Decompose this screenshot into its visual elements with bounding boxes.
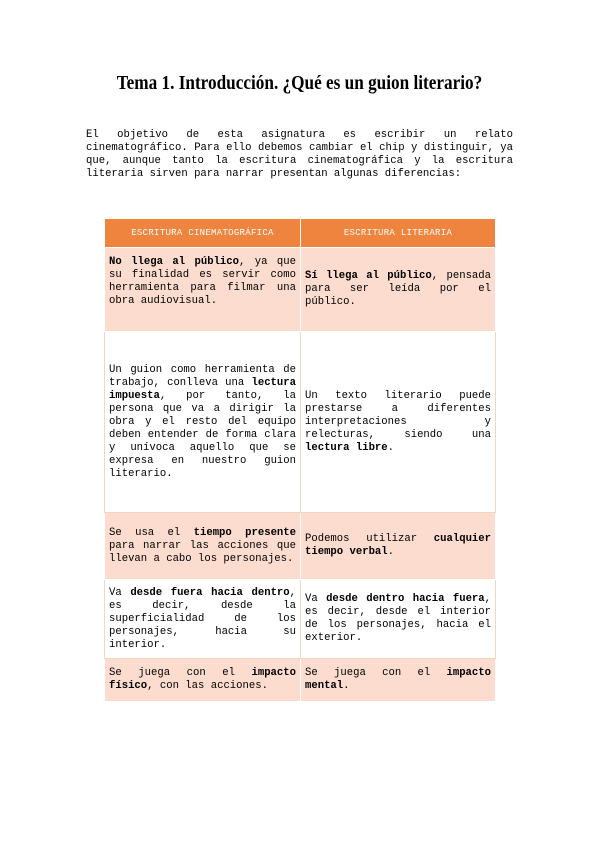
cell-text: . [343, 680, 350, 692]
intro-paragraph: El objetivo de esta asignatura es escribir un relato cinematográfico. Para ello debemos cambiar el chip y distinguir, ya que, aunque tanto la escritura cinematográfica y la escritura literaria sirven para narrar presentan algunas diferencias: [86, 129, 513, 180]
table-row [105, 659, 496, 702]
header-cinematografica: ESCRITURA CINEMATOGRÁFICA [105, 219, 301, 248]
cell-text: Podemos utilizar [305, 533, 434, 545]
cell-text: , ya que su finalidad es servir como herramienta para filmar una obra audiovisual. [109, 256, 296, 307]
table-row [105, 513, 496, 580]
page-title: Tema 1. Introducción. ¿Qué es un guion literario? [116, 72, 483, 94]
cell-text: , es decir, desde el interior de los personajes, hacia el exterior. [305, 593, 492, 644]
cell-text: , pensada para ser leída por el público. [305, 270, 491, 308]
cell-text: Se usa el [109, 526, 194, 539]
comparison-table [104, 218, 496, 702]
cell-text: Un guion como herramienta de trabajo, conlleva una [109, 363, 296, 389]
cell-cinematografica [105, 248, 301, 332]
bold-phrase: lectura impuesta [109, 376, 296, 402]
cell-cinematografica [105, 513, 301, 580]
cell-literaria [301, 659, 496, 702]
cell-text: . [387, 441, 395, 454]
cell-text: Va [109, 586, 131, 599]
table-header-row [105, 219, 496, 248]
cell-text: , por tanto, la persona que va a dirigir la obra y el resto del equipo deben entender de forma clara y unívoca aquello que se expresa en nuestro guion literario. [109, 389, 296, 480]
cell-text: Va [305, 593, 327, 605]
header-literaria: ESCRITURA LITERARIA [301, 219, 496, 248]
cell-literaria [301, 248, 496, 332]
cell-text: Se juega con el [109, 667, 252, 679]
bold-phrase: lectura libre [305, 441, 388, 454]
cell-text: , con las acciones. [147, 680, 268, 692]
bold-phrase: desde dentro hacia fuera [326, 593, 485, 605]
cell-text: , es decir, desde la superficialidad de los personajes, hacia su interior. [109, 586, 297, 651]
cell-text: . [387, 546, 395, 558]
cell-literaria [301, 332, 496, 513]
bold-phrase: Sí llega al público [305, 270, 432, 282]
cell-text: Un texto literario puede prestarse a diferentes interpretaciones y relecturas, siendo una [305, 389, 491, 441]
cell-literaria [301, 580, 496, 659]
table-row [105, 332, 496, 513]
cell-text: para narrar las acciones que llevan a cabo los personajes. [109, 539, 296, 565]
bold-phrase: cualquier tiempo verbal [305, 533, 491, 558]
bold-phrase: impacto físico [109, 667, 296, 692]
table-row [105, 580, 496, 659]
cell-literaria [301, 513, 496, 580]
bold-phrase: desde fuera hacia dentro [130, 586, 290, 599]
table-row [105, 248, 496, 332]
bold-phrase: No llega al público [109, 256, 239, 268]
cell-cinematografica [105, 580, 301, 659]
cell-cinematografica [105, 659, 301, 702]
bold-phrase: impacto mental [305, 667, 491, 692]
cell-cinematografica [105, 332, 301, 513]
cell-text: Se juega con el [305, 667, 447, 679]
bold-phrase: tiempo presente [193, 526, 296, 539]
